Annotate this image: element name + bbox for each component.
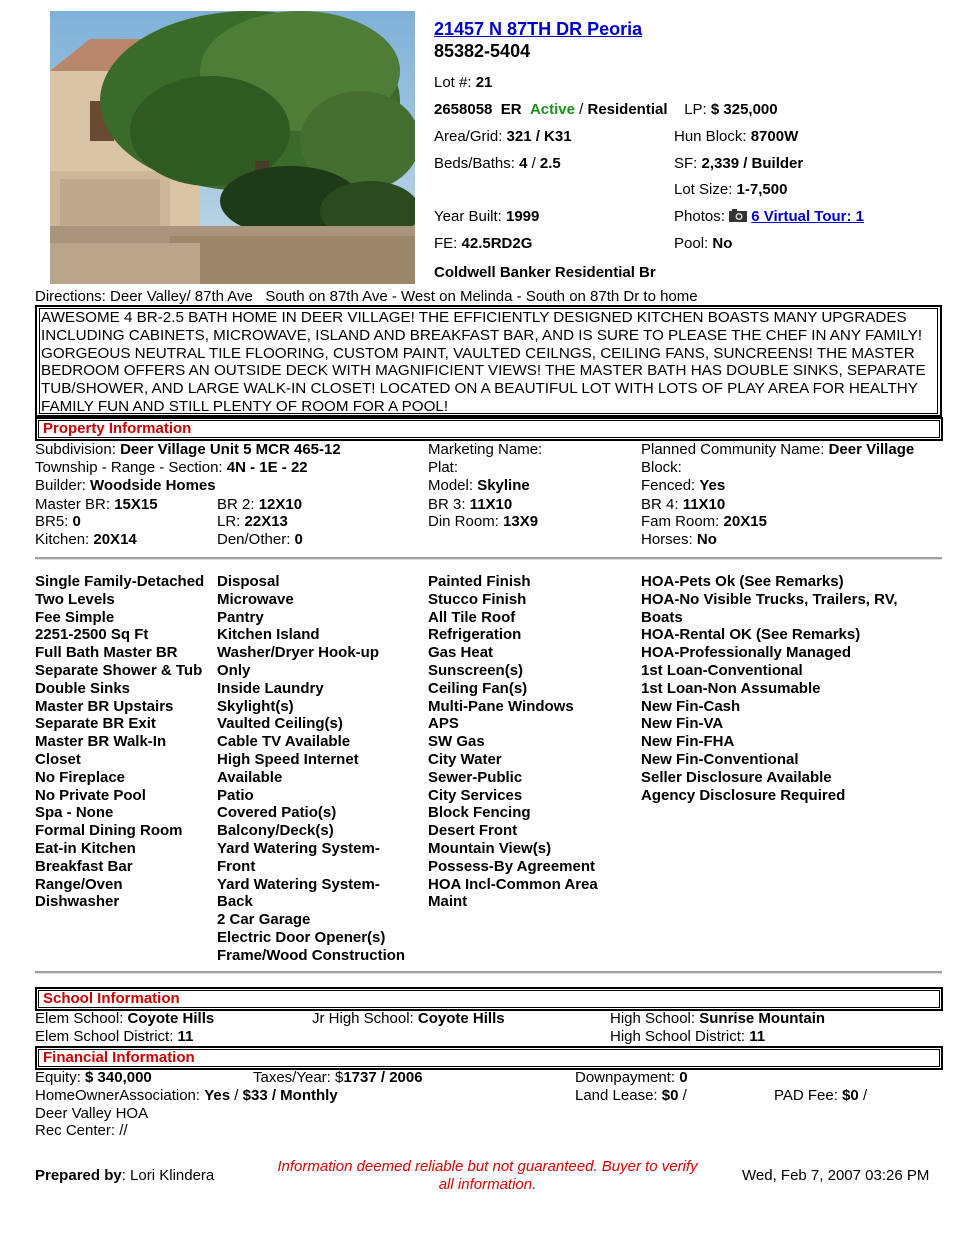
broker-name: Coldwell Banker Residential Br — [434, 264, 656, 281]
planned-label: Planned Community Name: — [641, 441, 825, 458]
financial-section-header — [35, 1046, 943, 1070]
feature-item: Desert Front — [428, 822, 518, 840]
features-col-2 — [217, 573, 405, 965]
pad-value: $0 — [842, 1087, 859, 1104]
list-price-label: LP: — [684, 101, 707, 118]
timestamp: Wed, Feb 7, 2007 03:26 PM — [742, 1167, 930, 1184]
fe-row — [434, 235, 532, 253]
feature-item: Multi-Pane Windows — [428, 697, 574, 715]
lr-row — [217, 513, 288, 531]
feature-item: New Fin-Conventional — [641, 750, 799, 768]
feature-item: Covered Patio(s) — [217, 804, 337, 822]
marketing-label: Marketing Name: — [428, 441, 543, 458]
feature-item: Breakfast Bar — [35, 857, 133, 875]
br4-row — [641, 496, 725, 514]
planned-value: Deer Village — [828, 441, 915, 458]
marketing-name-row — [428, 441, 542, 459]
fam-label: Fam Room: — [641, 513, 720, 530]
planned-community-row — [641, 441, 914, 459]
jr-value: Coyote Hills — [417, 1010, 505, 1027]
feature-item: 2251-2500 Sq Ft — [35, 626, 149, 644]
feature-item: HOA-Rental OK (See Remarks) — [641, 626, 861, 644]
master-value: 15X15 — [114, 496, 158, 513]
feature-item: Refrigeration — [428, 626, 522, 644]
equity-value: $ 340,000 — [85, 1069, 152, 1086]
fam-room-row — [641, 513, 767, 531]
feature-item: Disposal — [217, 573, 280, 590]
area-label: Area/Grid: — [434, 128, 503, 145]
feature-item: Spa - None — [35, 804, 114, 822]
feature-item: Back — [217, 893, 253, 911]
photos-label: Photos: — [674, 208, 725, 225]
feature-item: Single Family-Detached — [35, 573, 205, 590]
lot-label: Lot #: — [434, 74, 472, 91]
feature-item: Seller Disclosure Available — [641, 768, 832, 786]
beds-row: Beds/Baths: 4 / 2.5 — [434, 155, 561, 172]
subdivision-row — [35, 441, 341, 459]
hun-block-row — [674, 128, 798, 146]
model-value: Skyline — [477, 477, 530, 494]
feature-item: Maint — [428, 893, 468, 911]
block-row — [641, 459, 682, 477]
block-label: Block: — [641, 459, 682, 476]
plat-row — [428, 459, 458, 477]
feature-item: Stucco Finish — [428, 590, 527, 608]
den-row — [217, 531, 303, 549]
lot-size-row — [674, 181, 787, 199]
feature-item: Sunscreen(s) — [428, 661, 524, 679]
master-label: Master BR: — [35, 496, 111, 513]
taxes-value: 1737 / 2006 — [343, 1069, 423, 1086]
feature-item: Mountain View(s) — [428, 839, 552, 857]
br3-value: 11X10 — [469, 496, 513, 513]
feature-item: Only — [217, 661, 251, 679]
feature-item: Frame/Wood Construction — [217, 946, 406, 964]
taxes-label: Taxes/Year: $ — [253, 1069, 344, 1086]
pool-value: No — [712, 235, 733, 252]
feature-item: Patio — [217, 786, 254, 804]
address-link[interactable]: 21457 N 87TH DR Peoria — [434, 19, 643, 39]
school-section-title: School Information — [38, 990, 940, 1008]
feature-item: 1st Loan-Conventional — [641, 661, 803, 679]
year-value: 1999 — [506, 208, 540, 225]
feature-item: Available — [217, 768, 283, 786]
br3-row — [428, 496, 512, 514]
financial-section-title: Financial Information — [38, 1049, 940, 1067]
br2-value: 12X10 — [258, 496, 303, 513]
master-br-row — [35, 496, 158, 514]
feature-item: Microwave — [217, 590, 294, 608]
disclaimer: Information deemed reliable but not guaranteed. Buyer to verify all information. — [277, 1158, 698, 1193]
feature-item: New Fin-Cash — [641, 697, 741, 715]
fenced-label: Fenced: — [641, 477, 696, 494]
jr-label: Jr High School: — [312, 1010, 414, 1027]
feature-item: Inside Laundry — [217, 679, 324, 697]
br3-label: BR 3: — [428, 496, 466, 513]
divider — [35, 557, 942, 560]
feature-item: Cable TV Available — [217, 733, 351, 751]
feature-item: HOA-Professionally Managed — [641, 644, 852, 662]
hoa-sep: / — [234, 1087, 239, 1104]
feature-item: Electric Door Opener(s) — [217, 928, 386, 946]
feature-item: Ceiling Fan(s) — [428, 679, 528, 697]
baths-value: 2.5 — [539, 155, 561, 172]
feature-item: New Fin-VA — [641, 715, 724, 733]
list-price-value: $ 325,000 — [710, 101, 778, 118]
feature-item: Kitchen Island — [217, 626, 320, 644]
br5-label: BR5: — [35, 513, 69, 530]
feature-item: Painted Finish — [428, 573, 531, 590]
prepared-by — [35, 1167, 214, 1185]
high-school-row — [610, 1010, 825, 1028]
feature-item: HOA-Pets Ok (See Remarks) — [641, 573, 844, 590]
elem-label: Elem School: — [35, 1010, 124, 1027]
high-label: High School: — [610, 1010, 696, 1027]
builder-label: Builder: — [35, 477, 86, 494]
prepared-label: Prepared by — [35, 1167, 122, 1184]
township-label: Township - Range - Section: — [35, 459, 223, 476]
feature-item: APS — [428, 715, 459, 733]
elem-dist-value: 11 — [177, 1028, 194, 1045]
din-label: Din Room: — [428, 513, 499, 530]
feature-item: Block Fencing — [428, 804, 531, 822]
status-badge: Active — [529, 101, 575, 118]
br2-row — [217, 496, 302, 514]
lotsize-value: 1-7,500 — [736, 181, 788, 198]
elem-district-row — [35, 1028, 193, 1046]
fenced-row — [641, 477, 725, 495]
down-label: Downpayment: — [575, 1069, 676, 1086]
feature-item: Separate BR Exit — [35, 715, 156, 733]
hoa-value: Yes — [204, 1087, 231, 1104]
kitchen-value: 20X14 — [93, 531, 137, 548]
pool-row — [674, 235, 732, 253]
lotsize-label: Lot Size: — [674, 181, 733, 198]
land-value: $0 — [661, 1087, 679, 1104]
hoa-row — [35, 1087, 338, 1105]
public-remarks — [35, 305, 942, 417]
feature-item: Front — [217, 857, 256, 875]
mls-number: 2658058 — [434, 101, 493, 118]
feature-item: Agency Disclosure Required — [641, 786, 846, 804]
lr-value: 22X13 — [244, 513, 288, 530]
feature-item: Dishwasher — [35, 893, 120, 911]
feature-item: No Fireplace — [35, 768, 126, 786]
zip-code: 85382-5404 — [434, 41, 531, 61]
feature-item: Separate Shower & Tub — [35, 661, 203, 679]
jr-school-row — [312, 1010, 505, 1028]
builder-value: Woodside Homes — [90, 477, 216, 494]
year-label: Year Built: — [434, 208, 502, 225]
feature-item: Two Levels — [35, 590, 115, 608]
township-value: 4N - 1E - 22 — [226, 459, 308, 476]
feature-item: Double Sinks — [35, 679, 131, 697]
feature-item: High Speed Internet — [217, 750, 359, 768]
school-section-header — [35, 987, 943, 1011]
beds-value: 4 — [519, 155, 528, 172]
hun-value: 8700W — [750, 128, 799, 145]
features-col-4 — [641, 573, 898, 804]
feature-item: Sewer-Public — [428, 768, 523, 786]
feature-item: Closet — [35, 750, 81, 768]
kitchen-row — [35, 531, 137, 549]
feature-item: Yard Watering System- — [217, 839, 380, 857]
sf-label: SF: — [674, 155, 698, 172]
feature-item: Gas Heat — [428, 644, 494, 662]
property-section-header — [35, 417, 943, 441]
down-value: 0 — [679, 1069, 688, 1086]
feature-item: Formal Dining Room — [35, 822, 183, 840]
kitchen-label: Kitchen: — [35, 531, 90, 548]
model-row — [428, 477, 530, 495]
hun-label: Hun Block: — [674, 128, 747, 145]
hoa-name: Deer Valley HOA — [35, 1105, 149, 1122]
high-dist-label: High School District: — [610, 1028, 746, 1045]
township-row — [35, 459, 308, 477]
pad-fee-row — [774, 1087, 867, 1105]
feature-item: Balcony/Deck(s) — [217, 822, 334, 840]
prepared-name: : Lori Klindera — [121, 1167, 215, 1184]
status-row — [434, 101, 778, 119]
year-row — [434, 208, 539, 226]
feature-item: Fee Simple — [35, 608, 115, 626]
feature-item: All Tile Roof — [428, 608, 516, 626]
hoa-fee: $33 / Monthly — [242, 1087, 338, 1104]
model-label: Model: — [428, 477, 474, 494]
feature-item: Master BR Walk-In — [35, 733, 167, 751]
feature-item: Possess-By Agreement — [428, 857, 596, 875]
photos-virtual-tour-link[interactable]: 6 Virtual Tour: 1 — [751, 208, 865, 225]
equity-row — [35, 1069, 152, 1087]
feature-item: HOA Incl-Common Area — [428, 875, 598, 893]
high-value: Sunrise Mountain — [699, 1010, 826, 1027]
builder-row — [35, 477, 216, 495]
feature-item: 1st Loan-Non Assumable — [641, 679, 821, 697]
property-photo — [50, 11, 415, 284]
elem-dist-label: Elem School District: — [35, 1028, 174, 1045]
feature-item: Range/Oven — [35, 875, 123, 893]
status-sep: / — [579, 101, 584, 118]
property-section-title: Property Information — [38, 420, 940, 438]
high-dist-value: 11 — [749, 1028, 766, 1045]
den-label: Den/Other: — [217, 531, 291, 548]
horses-value: No — [696, 531, 717, 548]
divider — [35, 971, 942, 974]
feature-item: 2 Car Garage — [217, 911, 311, 929]
fe-value: 42.5RD2G — [461, 235, 533, 252]
camera-icon — [729, 209, 747, 227]
feature-item: Eat-in Kitchen — [35, 839, 136, 857]
remarks-text: AWESOME 4 BR-2.5 BATH HOME IN DEER VILLAGE! THE EFFICIENTLY DESIGNED KITCHEN BOASTS MANY UPGRADES INCLUDING CABINETS, MICROWAVE, ISLAND AND BREAKFAST BAR, AND IS SURE TO PLEASE THE CHEF IN ANY FAMILY! GORGEOUS NEUTRAL TILE FLOORING, CUSTOM PAINT, VAULTED CEILNGS, CEILING FANS, SUNCREENS! THE MASTER BEDROOM OFFERS AN OUTSIDE DECK WITH MAGNIFICIENT VIEWS! THE MASTER BATH HAS DOUBLE SINKS, SEPARATE TUB/SHOWER, AND LARGE WALK-IN CLOSET! LOCATED ON A BEAUTIFUL LOT WITH LOTS OF PLAY AREA FOR HEALTHY FAMILY FUN AND STILL PLENTY OF ROOM FOR A POOL! — [39, 308, 938, 414]
sf-value: 2,339 / Builder — [701, 155, 804, 172]
directions: Directions: Deer Valley/ 87th Ave South on 87th Ave - West on Melinda - South on 87th Dr to home — [35, 288, 698, 305]
feature-item: Full Bath Master BR — [35, 644, 178, 662]
pad-sep: / — [862, 1087, 868, 1104]
feature-item: Washer/Dryer Hook-up — [217, 644, 379, 662]
fe-label: FE: — [434, 235, 458, 252]
land-label: Land Lease: — [575, 1087, 658, 1104]
features-col-3 — [428, 573, 598, 911]
br5-row — [35, 513, 81, 531]
lot-row — [434, 74, 492, 92]
feature-item: Yard Watering System- — [217, 875, 380, 893]
den-value: 0 — [294, 531, 303, 548]
photos-row — [674, 208, 864, 227]
br4-label: BR 4: — [641, 496, 679, 513]
horses-row — [641, 531, 717, 549]
feature-item: Pantry — [217, 608, 264, 626]
pad-label: PAD Fee: — [774, 1087, 838, 1104]
plat-label: Plat: — [428, 459, 459, 476]
land-sep: / — [682, 1087, 687, 1104]
horses-label: Horses: — [641, 531, 693, 548]
feature-item: Master BR Upstairs — [35, 697, 174, 715]
sf-row — [674, 155, 803, 173]
feature-item: Skylight(s) — [217, 697, 294, 715]
features-col-1 — [35, 573, 204, 911]
feature-item: Boats — [641, 608, 683, 626]
listing-type: Residential — [587, 101, 668, 118]
feature-item: New Fin-FHA — [641, 733, 735, 751]
rec-center: Rec Center: // — [35, 1122, 128, 1139]
land-lease-row — [575, 1087, 687, 1105]
br4-value: 11X10 — [682, 496, 726, 513]
feature-item: City Water — [428, 750, 502, 768]
beds-label: Beds/Baths: — [434, 155, 515, 172]
lot-value: 21 — [475, 74, 493, 91]
din-value: 13X9 — [503, 513, 539, 530]
subdivision-value: Deer Village Unit 5 MCR 465-12 — [120, 441, 341, 458]
br2-label: BR 2: — [217, 496, 255, 513]
pool-label: Pool: — [674, 235, 709, 252]
hoa-label: HomeOwnerAssociation: — [35, 1087, 201, 1104]
area-value: 321 / K31 — [506, 128, 572, 145]
fenced-value: Yes — [699, 477, 726, 494]
feature-item: No Private Pool — [35, 786, 146, 804]
status-code: ER — [500, 101, 522, 118]
lr-label: LR: — [217, 513, 241, 530]
feature-item: HOA-No Visible Trucks, Trailers, RV, — [641, 590, 898, 608]
high-district-row — [610, 1028, 765, 1046]
equity-label: Equity: — [35, 1069, 81, 1086]
elem-value: Coyote Hills — [127, 1010, 215, 1027]
br5-value: 0 — [72, 513, 81, 530]
feature-item: Vaulted Ceiling(s) — [217, 715, 343, 733]
downpayment-row — [575, 1069, 688, 1087]
fam-value: 20X15 — [723, 513, 767, 530]
elem-school-row — [35, 1010, 214, 1028]
taxes-row — [253, 1069, 423, 1087]
area-row — [434, 128, 572, 146]
din-room-row — [428, 513, 538, 531]
feature-item: City Services — [428, 786, 523, 804]
subdivision-label: Subdivision: — [35, 441, 116, 458]
feature-item: SW Gas — [428, 733, 485, 751]
